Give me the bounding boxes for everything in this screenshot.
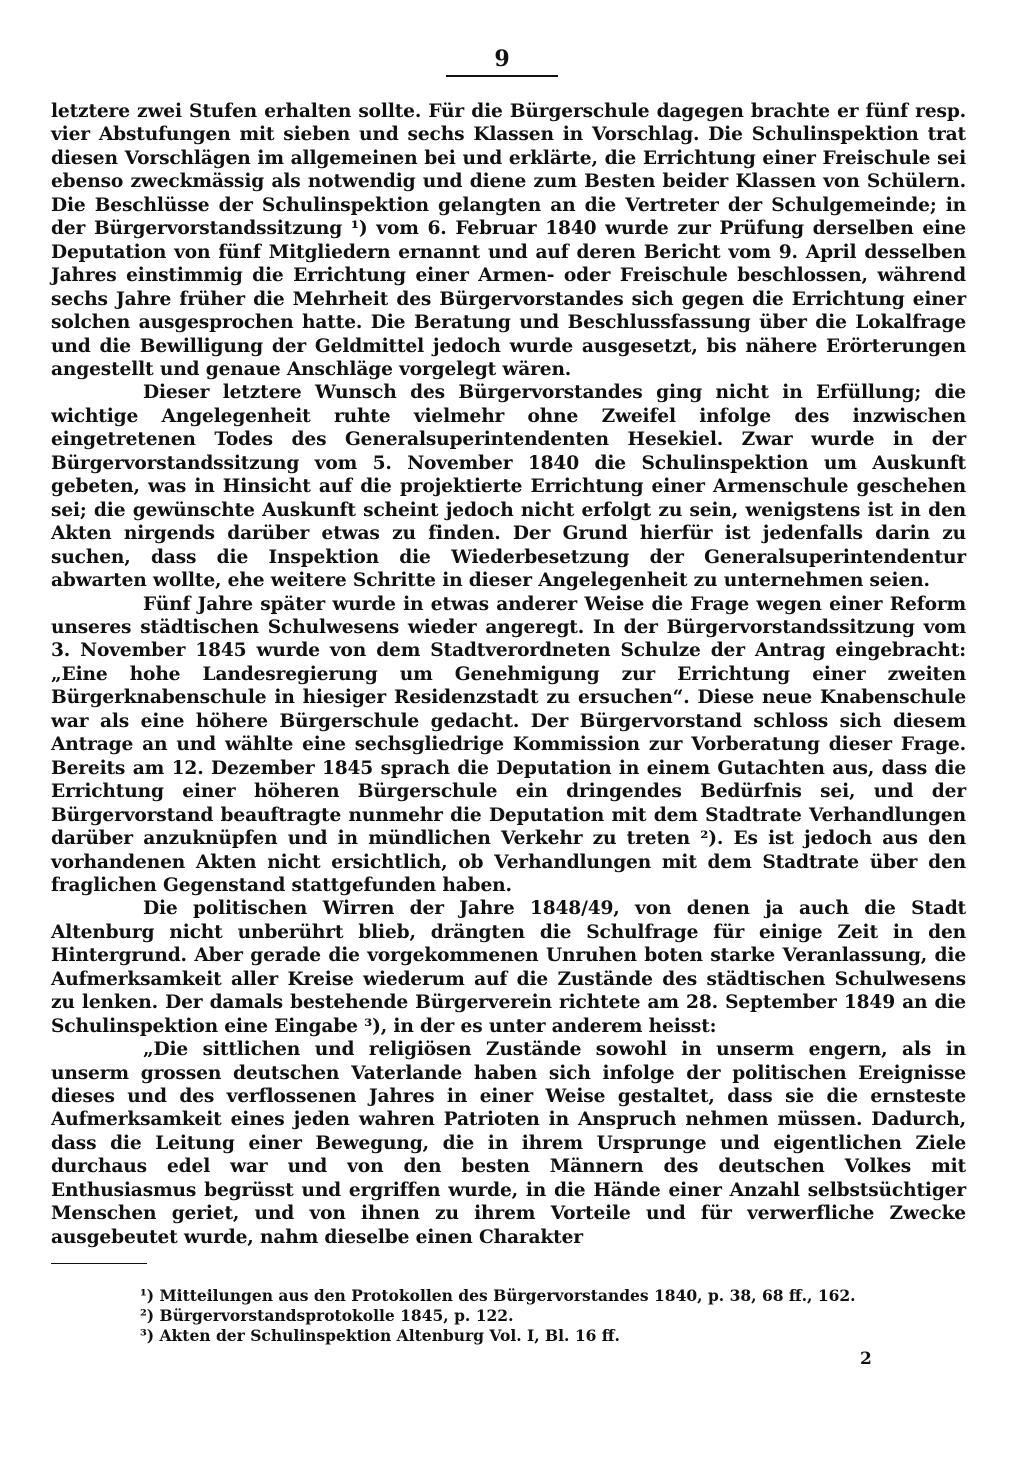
- page-number-rule: [446, 75, 558, 77]
- paragraph-1: letztere zwei Stufen erhalten sollte. Für die Bürgerschule dagegen brachte er fünf resp. vier Abstufungen mit sieben und sechs Klassen in Vorschlag. Die Schulinspektion trat diesen Vorschlägen im allgemeinen bei und erklärte, die Errichtung einer Freischule sei ebenso zweckmässig als notwendig und diene zum Besten beider Klassen von Schülern. Die Beschlüsse der Schulinspektion gelangten an die Vertreter der Schulgemeinde; in der Bürgervorstandssitzung ¹) vom 6. Februar 1840 wurde zur Prüfung derselben eine Deputation von fünf Mitgliedern ernannt und auf deren Bericht vom 9. April desselben Jahres einstimmig die Errichtung einer Armen- oder Freischule beschlossen, während sechs Jahre früher die Mehrheit des Bürgervorstandes sich gegen die Errichtung einer solchen ausgesprochen hatte. Die Beratung und Beschlussfassung über die Lokalfrage und die Bewilligung der Geldmittel jedoch wurde ausgesetzt, bis nähere Erörterungen angestellt und genaue Anschläge vorgelegt wären.: [51, 101, 966, 380]
- footnote-1: ¹) Mitteilungen aus den Protokollen des Bürgervorstandes 1840, p. 38, 68 ff., 162.: [140, 1286, 856, 1305]
- paragraph-3: Fünf Jahre später wurde in etwas anderer Weise die Frage wegen einer Reform unseres städtischen Schulwesens wieder angeregt. In der Bürgervorstandssitzung vom 3. November 1845 wurde von dem Stadtverordneten Schulze der Antrag eingebracht: „Eine hohe Landesregierung um Genehmigung zur Errichtung einer zweiten Bürgerknabenschule in hiesiger Residenzstadt zu ersuchen“. Diese neue Knabenschule war als eine höhere Bürgerschule gedacht. Der Bürgervorstand schloss sich diesem Antrage an und wählte eine sechsgliedrige Kommission zur Vorberatung dieser Frage. Bereits am 12. Dezember 1845 sprach die Deputation in einem Gutachten aus, dass die Errichtung einer höheren Bürgerschule ein dringendes Bedürfnis sei, und der Bürgervorstand beauftragte nunmehr die Deputation mit dem Stadtrate Verhandlungen darüber anzuknüpfen und in mündlichen Verkehr zu treten ²). Es ist jedoch aus den vorhandenen Akten nicht ersichtlich, ob Verhandlungen mit dem Stadtrate über den fraglichen Gegenstand stattgefunden haben.: [51, 593, 966, 896]
- page-number: 9: [494, 46, 510, 72]
- footnote-2: ²) Bürgervorstandsprotokolle 1845, p. 122.: [140, 1306, 514, 1325]
- paragraph-4: Die politischen Wirren der Jahre 1848/49, von denen ja auch die Stadt Altenburg nicht unberührt blieb, drängten die Schulfrage für einige Zeit in den Hintergrund. Aber gerade die vorgekommenen Unruhen boten starke Veranlassung, die Aufmerksamkeit aller Kreise wiederum auf die Zustände des städtischen Schulwesens zu lenken. Der damals bestehende Bürgerverein richtete am 28. September 1849 an die Schulinspektion eine Eingabe ³), in der es unter anderem heisst:: [51, 898, 966, 1037]
- footnote-separator: [51, 1263, 147, 1264]
- paragraph-2: Dieser letztere Wunsch des Bürgervorstandes ging nicht in Erfüllung; die wichtige Angelegenheit ruhte vielmehr ohne Zweifel infolge des inzwischen eingetretenen Todes des Generalsuperintendenten Hesekiel. Zwar wurde in der Bürgervorstandssitzung vom 5. November 1840 die Schulinspektion um Auskunft gebeten, was in Hinsicht auf die projektierte Errichtung einer Armenschule geschehen sei; die gewünschte Auskunft scheint jedoch nicht erfolgt zu sein, wenigstens ist in den Akten nirgends darüber etwas zu finden. Der Grund hierfür ist jedenfalls darin zu suchen, dass die Inspektion die Wiederbesetzung der Generalsuperintendentur abwarten wollte, ehe weitere Schritte in dieser Angelegenheit zu unternehmen seien.: [51, 382, 966, 592]
- signature-mark: 2: [860, 1349, 872, 1369]
- footnote-3: ³) Akten der Schulinspektion Altenburg Vol. I, Bl. 16 ff.: [140, 1326, 620, 1345]
- body-text: [51, 100, 966, 1249]
- footnotes: [140, 1286, 960, 1346]
- paragraph-5-quote: „Die sittlichen und religiösen Zustände sowohl in unserm engern, als in unserm grossen deutschen Vaterlande haben sich infolge der politischen Ereignisse dieses und des verflossenen Jahres in einer Weise gestaltet, dass sie die ernsteste Aufmerksamkeit eines jeden wahren Patrioten in Anspruch nehmen müssen. Dadurch, dass die Leitung einer Bewegung, die in ihrem Ursprunge und eigentlichen Ziele durchaus edel war und von den besten Männern des deutschen Volkes mit Enthusiasmus begrüsst und ergriffen wurde, in die Hände einer Anzahl selbstsüchtiger Menschen geriet, und von ihnen zu ihrem Vorteile und für verwerfliche Zwecke ausgebeutet wurde, nahm dieselbe einen Charakter: [51, 1039, 966, 1248]
